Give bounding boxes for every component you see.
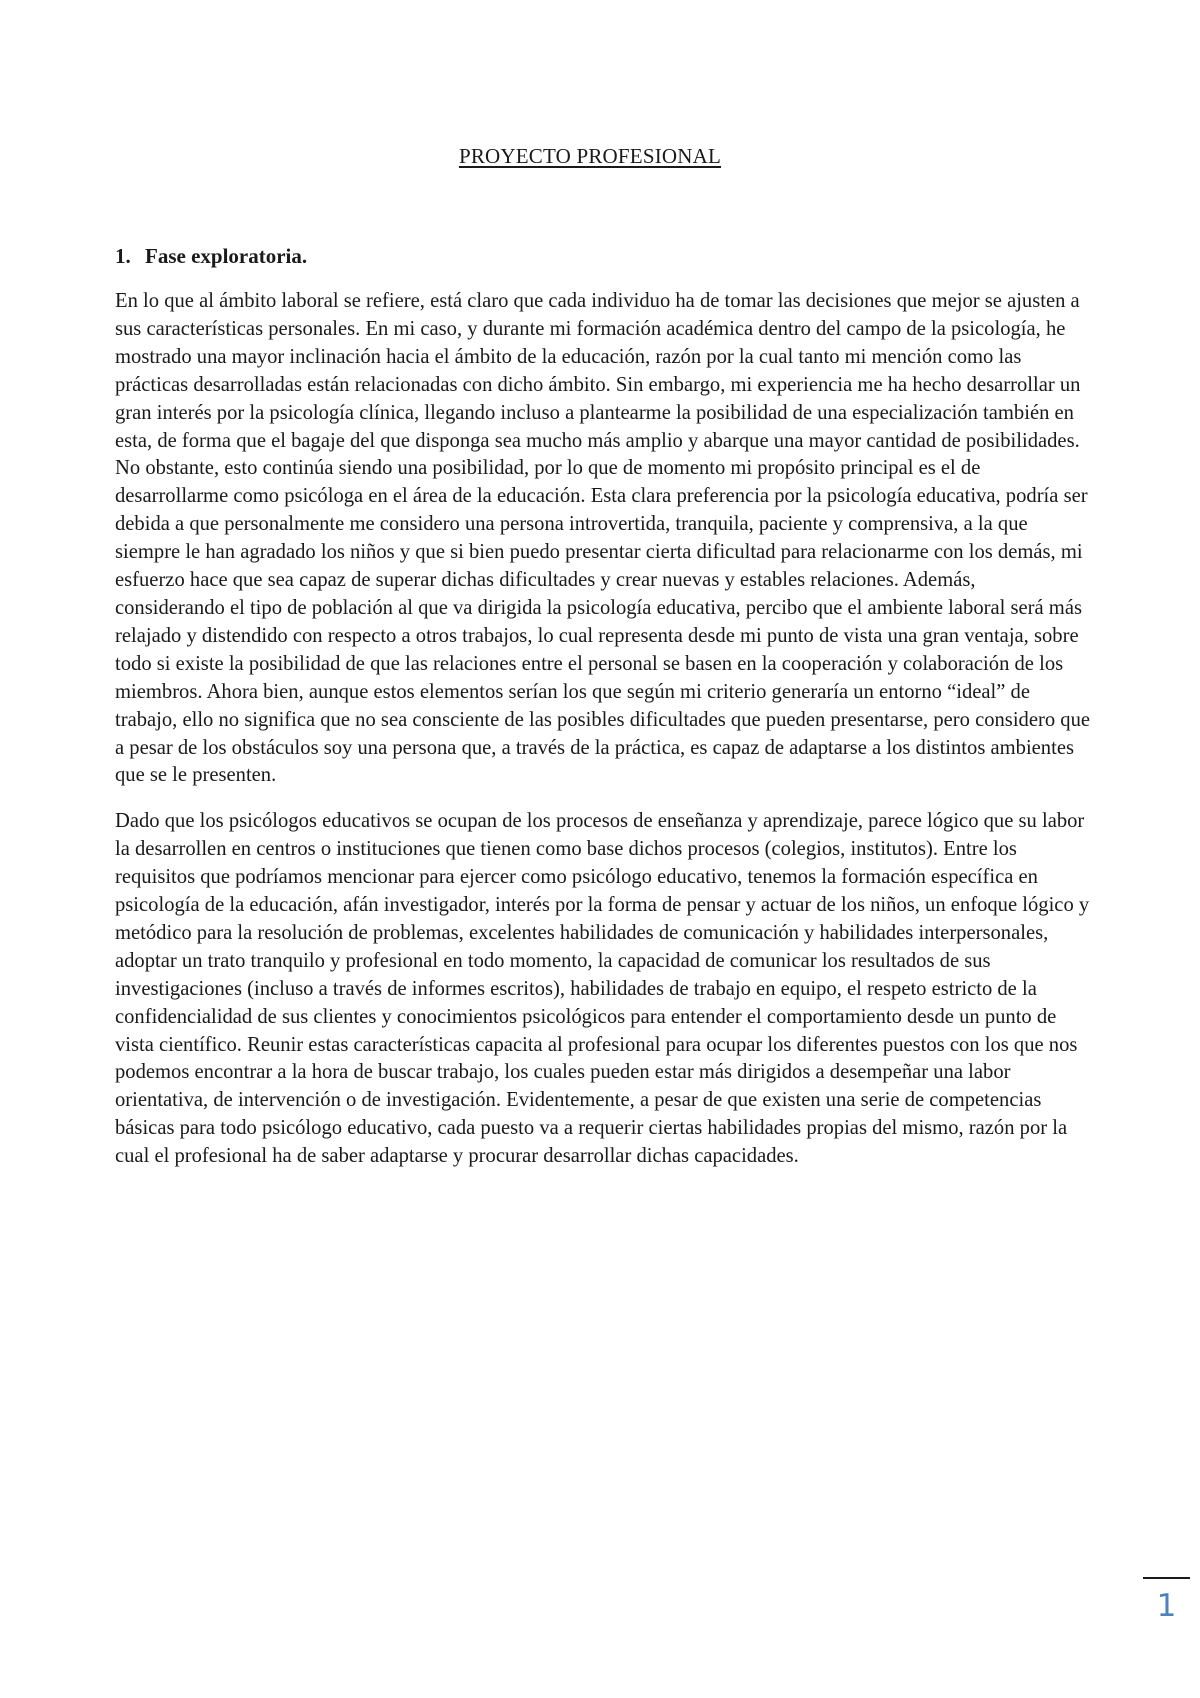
section-body — [115, 288, 1090, 1189]
page-number: 1 — [1156, 1588, 1177, 1624]
paragraph-2: Dado que los psicólogos educativos se ocupan de los procesos de enseñanza y aprendizaje, parece lógico que su labor la desarrollen en centros o instituciones que tienen como base dichos procesos (colegios, institutos). Entre los requisitos que podríamos mencionar para ejercer como psicólogo educativo, tenemos la formación específica en psicología de la educación, afán investigador, interés por la forma de pensar y actuar de los niños, un enfoque lógico y metódico para la resolución de problemas, excelentes habilidades de comunicación y habilidades interpersonales, adoptar un trato tranquilo y profesional en todo momento, la capacidad de comunicar los resultados de sus investigaciones (incluso a través de informes escritos), habilidades de trabajo en equipo, el respeto estricto de la confidencialidad de sus clientes y conocimientos psicológicos para entender el comportamiento desde un punto de vista científico. Reunir estas características capacita al profesional para ocupar los diferentes puestos con los que nos podemos encontrar a la hora de buscar trabajo, los cuales pueden estar más dirigidos a desempeñar una labor orientativa, de intervención o de investigación. Evidentemente, a pesar de que existen una serie de competencias básicas para todo psicólogo educativo, cada puesto va a requerir ciertas habilidades propias del mismo, razón por la cual el profesional ha de saber adaptarse y procurar desarrollar dichas capacidades. — [115, 810, 1090, 1168]
footer-divider — [1143, 1577, 1190, 1579]
section-number: 1. — [115, 244, 131, 268]
section-title: Fase exploratoria. — [145, 244, 308, 268]
paragraph-1: En lo que al ámbito laboral se refiere, está claro que cada individuo ha de tomar las decisiones que mejor se ajusten a sus características personales. En mi caso, y durante mi formación académica dentro del campo de la psicología, he mostrado una mayor inclinación hacia el ámbito de la educación, razón por la cual tanto mi mención como las prácticas desarrolladas están relacionadas con dicho ámbito. Sin embargo, mi experiencia me ha hecho desarrollar un gran interés por la psicología clínica, llegando incluso a plantearme la posibilidad de una especialización también en esta, de forma que el bagaje del que disponga sea mucho más amplio y abarque una mayor cantidad de posibilidades. No obstante, esto continúa siendo una posibilidad, por lo que de momento mi propósito principal es el de desarrollarme como psicóloga en el área de la educación. Esta clara preferencia por la psicología educativa, podría ser debida a que personalmente me considero una persona introvertida, tranquila, paciente y comprensiva, a la que siempre le han agradado los niños y que si bien puedo presentar cierta dificultad para relacionarme con los demás, mi esfuerzo hace que sea capaz de superar dichas dificultades y crear nuevas y estables relaciones. Además, considerando el tipo de población al que va dirigida la psicología educativa, percibo que el ambiente laboral será más relajado y distendido con respecto a otros trabajos, lo cual representa desde mi punto de vista una gran ventaja, sobre todo si existe la posibilidad de que las relaciones entre el personal se basen en la cooperación y colaboración de los miembros. Ahora bien, aunque estos elementos serían los que según mi criterio generaría un entorno “ideal” de trabajo, ello no significa que no sea consciente de las posibles dificultades que pueden presentarse, pero considero que a pesar de los obstáculos soy una persona que, a través de la práctica, es capaz de adaptarse a los distintos ambientes que se le presenten. — [115, 290, 1091, 787]
document-title: PROYECTO PROFESIONAL — [458, 144, 722, 168]
section-heading — [115, 244, 307, 269]
